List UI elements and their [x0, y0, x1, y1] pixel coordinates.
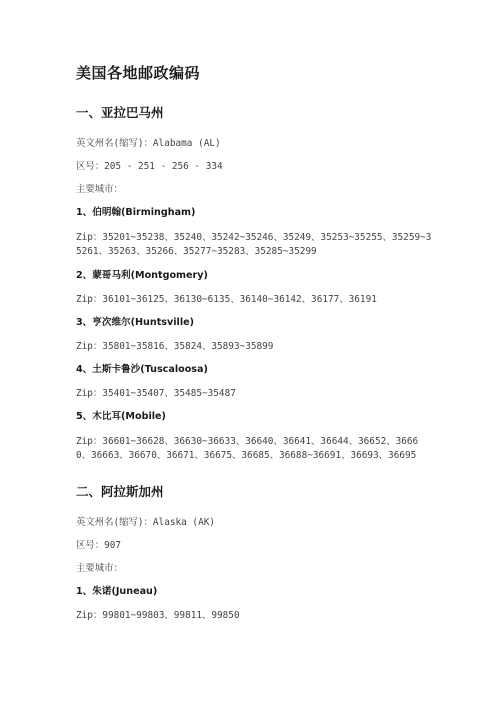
section-alabama — [76, 103, 432, 463]
area-code: 区号：907 — [76, 540, 122, 551]
section-spacer — [76, 474, 432, 482]
english-state-name: 英文州名(缩写)：Alabama (AL) — [76, 138, 221, 149]
city-name: 1、朱诺(Juneau) — [76, 586, 158, 597]
main-cities-label: 主要城市： — [76, 563, 123, 574]
section-alaska — [76, 482, 432, 622]
city-zip: Zip：35201~35238、35240、35242~35246、35249、35253~35255、35259~35261、35263、35266、35277~35283、35285~35299 — [76, 232, 432, 257]
city-zip: Zip：35801~35816、35824、35893~35899 — [76, 341, 274, 352]
english-state-name: 英文州名(缩写)：Alaska (AK) — [76, 517, 216, 528]
city-zip: Zip：35401~35407、35485~35487 — [76, 388, 236, 399]
city-name: 1、伯明翰(Birmingham) — [76, 207, 196, 218]
document-content — [76, 62, 432, 633]
city-zip: Zip：36101~36125、36130~6135、36140~36142、36177、36191 — [76, 294, 377, 305]
section-heading: 一、亚拉巴马州 — [76, 105, 164, 120]
city-zip: Zip：99801~99803、99811、99850 — [76, 610, 240, 621]
document-title: 美国各地邮政编码 — [76, 64, 201, 82]
city-zip: Zip：36601~36628、36630~36633、36640、36641、36644、36652、36660、36663、36670、36671、36675、36685、36688~36691、36693、36695 — [76, 436, 419, 461]
city-name: 2、蒙哥马利(Montgomery) — [76, 270, 208, 281]
section-heading: 二、阿拉斯加州 — [76, 484, 164, 499]
city-name: 3、亨次维尔(Huntsville) — [76, 317, 195, 328]
area-code: 区号：205 - 251 - 256 - 334 — [76, 161, 223, 172]
main-cities-label: 主要城市： — [76, 184, 123, 195]
city-name: 5、木比耳(Mobile) — [76, 411, 166, 422]
city-name: 4、土斯卡鲁沙(Tuscaloosa) — [76, 364, 208, 375]
